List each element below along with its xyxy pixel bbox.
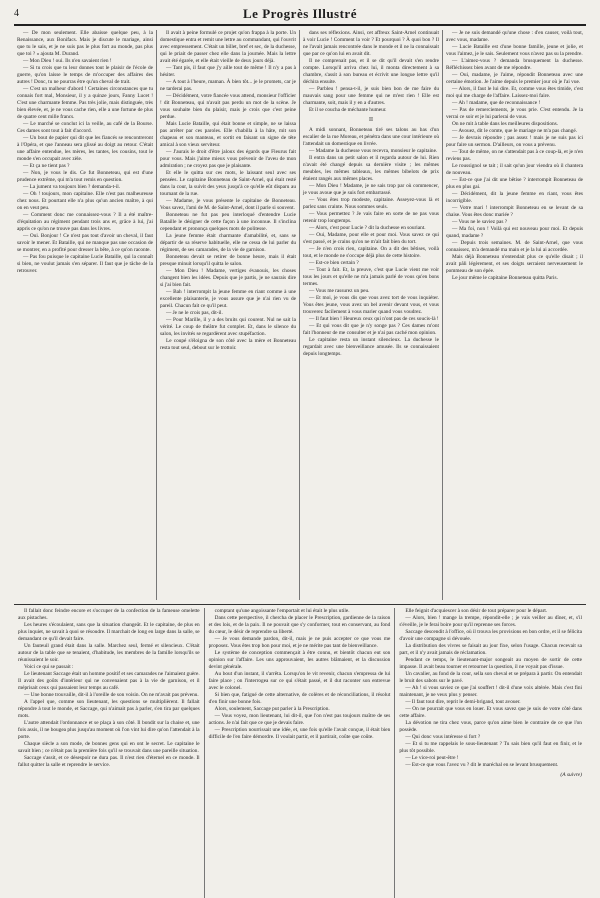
paragraph: — Il faut bien ! Heureux ceux qui n'ont pas de ces soucis-là !: [309, 316, 439, 322]
paragraph: — Je vous demande pardon, dit-il, mais je ne puis accepter ce que vous me proposez. Vous êtes trop bon pour moi, et je ne mérite pas tant de bienveillance.: [208, 636, 391, 649]
paragraph: Alors, soulement, Saccage put parler à la Prescription.: [214, 706, 330, 712]
chapter-heading: II: [369, 117, 373, 123]
paragraph: Mais déjà Bonneteau n'entendait plus ce qu'elle disait ; il avait pâli légèrement, et ses doigts serraient nerveusement le pommeau de son épée.: [446, 254, 583, 274]
paragraph: Dans cette perspective, il chercha de placer le Prescription, gardienne de la raison et des lois, et de la paix. Il ne pouvait que s'y conformer, tout en conservant, au fond du cœur, le désir de reprendre sa liberté.: [208, 615, 391, 635]
paragraph: — Et qui vous dit que je n'y songe pas ? Ces dames m'ont fait l'honneur de me consulter et je n'ai pas caché mon opinion.: [303, 323, 439, 336]
paragraph: — Ah ! si vous saviez ce que j'ai souffert ! dit-il d'une voix altérée. Mais c'est fini maintenant, je ne veux plus y penser.: [399, 685, 582, 698]
lower-columns: [14, 608, 586, 898]
paragraph: — Pas de remerciements, je vous prie. C'est entendu. Je la verrai ce soir et je lui parlerai de vous.: [446, 107, 583, 120]
paragraph: — Je n'en crois rien, capitaine. On a dit des bêtises, voilà tout, et le monde ne s'occupe déjà plus de cette histoire.: [303, 246, 439, 259]
paragraph: Un fauteuil grand était dans la salle. Marchez seul, fermé et silencieux. C'était autour de la table que se tenaient, d'habitude, les membres de la famille lorsqu'ils se réunissaient le soir.: [18, 643, 200, 663]
paragraph: Les heures s'écoulaient, sans que la situation changeât. Et le capitaine, de plus en plus inquiet, ne savait à quoi se résoudre. Il marchait de long en large dans la salle, se demandant ce qu'il devait faire.: [18, 622, 200, 642]
section-divider: [14, 604, 586, 605]
text-column: [205, 608, 396, 898]
paragraph: Voici ce qui se passait :: [24, 664, 74, 670]
paragraph: — Comment donc me connaissez-vous ? Il a été maître-d'équitation au régiment pendant trois ans et, grâce à lui, j'ai appris ce qu'on ne trouve pas dans les livres.: [17, 212, 153, 232]
text-column: [443, 30, 586, 600]
paragraph: — Ma foi, non ! Voilà qui est nouveau pour moi. Et depuis quand, madame ?: [446, 226, 583, 239]
paragraph: Elle feignit d'acquiescer à son désir de tout préparer pour le départ.: [405, 608, 548, 614]
paragraph: Le système de conception commençait à être connu, et bientôt chacun eut son opinion sur l'affaire. Les uns approuvaient, les autres blâmaient, et la discussion devint générale.: [208, 650, 391, 670]
paragraph: Saccage s'assit, et ce désespoir ne dura pas. Il n'est rien d'éternel en ce monde. Il fallut quitter la salle et reprendre le service.: [18, 755, 200, 768]
paragraph: — Décidément, dit la jeune femme en riant, vous êtes incorrigible.: [446, 191, 583, 204]
paragraph: Bonneteau devait se retirer de bonne heure, mais il était presque minuit lorsqu'il quitta le salon.: [160, 254, 296, 267]
paragraph: — J'aurais le droit d'être jaloux des égards que Fleurus fait pour vous. Mais j'aime mieux vous prévenir de l'aveu de mon admiration ; ne croyez pas que je plaisante.: [160, 149, 296, 169]
paragraph: — Et moi, je vous dis que vous avez tort de vous inquiéter. Vous êtes jeune, vous avez un bel avenir devant vous, et vous trouverez facilement à vous marier quand vous voudrez.: [303, 295, 439, 315]
paragraph: — Le vice-roi peut-être !: [405, 755, 459, 761]
paragraph: — Madame la duchesse vous recevra, monsieur le capitaine.: [309, 148, 438, 154]
paragraph: — Est-ce que vous l'avez vu ? dit le maréchal en se levant brusquement.: [405, 762, 559, 768]
paragraph: — Alors, c'est pour Lucie ? dit la duchesse en souriant.: [309, 225, 426, 231]
paragraph: — Vous me rassurez un peu.: [309, 288, 370, 294]
page-number: 4: [14, 8, 19, 19]
paragraph: La distribution des vivres se faisait au jour fixe, selon l'usage. Chacun recevait sa part, et il n'y avait jamais de réclamation.: [399, 643, 582, 656]
paragraph: On ne mit à table dans les meilleures dispositions.: [452, 121, 559, 127]
paragraph: — Vous êtes trop modeste, capitaine. Asseyez-vous là et parlez sans crainte. Nous sommes seuls.: [303, 197, 439, 210]
paragraph: dans ses réflexions. Ainsi, cet affreux Saint-Arnel continuait à voir Lucie ! Comment la voir ? Et pourquoi ? À quoi bon ? Il ne l'avait jamais rencontrée dans le monde et il ne la connaissait que par ce qu'on lui en avait dit.: [303, 30, 439, 57]
paragraph: — Un bout de papier qui dit que les fiancés se rencontreront à l'Opéra, et que l'anneau sera glissé au doigt au retour. C'était une affaire entendue, les mères, les tantes, les cousins, tout le monde s'en occupait avec zèle.: [17, 135, 153, 162]
paragraph: — Mon Dieu ! oui. Ils n'en savaient rien !: [23, 58, 112, 64]
paragraph: — Est-ce que j'ai dit une bêtise ? interrompit Bonneteau de plus en plus gai.: [446, 177, 583, 190]
paragraph: La dévotion ne tira chez vous, parce qu'on aime bien le contraire de ce que l'on possède.: [399, 720, 582, 733]
paragraph: Bonneteau ne fut pas peu interloqué d'entendre Lucie Bataille le désigner de cette façon à une inconnue. Il s'inclina cependant et prononça quelques mots de politesse.: [160, 212, 296, 232]
paragraph: — Tant pis, il faut que j'y aille tout de même ! Il n'y a pas à hésiter.: [160, 65, 296, 78]
paragraph: Le jour même le capitaine Bonneteau quitta Paris.: [452, 275, 558, 281]
paragraph: Pendant ce temps, le lieutenant-major songeait au moyen de sortir de cette impasse. Il avait beau tourner et retourner la question, il ne voyait pas d'issue.: [399, 657, 582, 670]
paragraph: — Mon Dieu ! Madame, je ne sais trop par où commencer, je vous avoue que je suis fort embarrassé.: [303, 183, 439, 196]
paragraph: — Parbleu ! pensa-t-il, je suis bien bon de me faire du mauvais sang pour une femme qui ne m'est rien ! Elle est charmante, soit, mais il y en a d'autres.: [303, 86, 439, 106]
paragraph: Et il se coucha de méchante humeur.: [309, 107, 387, 113]
text-column: [395, 608, 586, 898]
text-column: [300, 30, 443, 600]
text-column: [157, 30, 300, 600]
paragraph: Le coupé s'éloigna de son côté avec la mère et Bonneteau resta tout seul, debout sur le trottoir.: [160, 338, 296, 351]
paragraph: — Je ne le crois pas, dit-il.: [166, 310, 223, 316]
paragraph: — Oh ! toujours, mon capitaine. Elle n'est pas malheureuse chez nous. Et pourtant elle n'a plus qu'un ancien maître, à qui on en veut peu.: [17, 191, 153, 211]
paragraph: — Vous permettez ? Je vais faire en sorte de ne pas vous retenir trop longtemps.: [303, 211, 439, 224]
paragraph: Le capitaine resta un instant silencieux. La duchesse le regardait avec une bienveillance amusée. Ils se connaissaient depuis longtemps.: [303, 337, 439, 357]
paragraph: — La jument va toujours bien ? demanda-t-il.: [23, 184, 121, 190]
paragraph: — Décidément, votre fiancée vous attend, monsieur l'officier ! dit Bonneteau, qui n'avait pas perdu un mot de la scène. Je vous souhaite bien du plaisir, mais je crois que c'est peine perdue.: [160, 93, 296, 120]
paragraph: Chaque siècle a son mode, de bonnes gens qui en ont le secret. Le capitaine le savait bien ; ce n'était pas la première fois qu'il se trouvait dans une pareille situation.: [18, 741, 200, 754]
paragraph: Saccage descendit à l'office, où il trouva les provisions en bon ordre, et il se félicita d'avoir une compagne si dévouée.: [399, 629, 582, 642]
paragraph: — Et si tu me rappelais le sous-lieutenant ? Tu sais bien qu'il faut en finir, et le plus tôt possible.: [399, 741, 582, 754]
paragraph: — Vous ne le saviez pas ?: [452, 219, 508, 225]
paragraph: — Votre mari ! interrompit Bonneteau en se levant de sa chaise. Vous êtes donc mariée ?: [446, 205, 583, 218]
paragraph: — Alors, bien ! mange la trempe, répondit-elle ; je vais veiller au dîner, et, s'il s'éveille, je le ferai boire pour qu'il reprenne ses forces.: [399, 615, 582, 628]
page-header: [14, 6, 586, 26]
paragraph: — Je devrais répondre ; pas assez ! mais je ne suis pas ici pour faire un sermon. D'ailleurs, on vous a prévenu.: [446, 135, 583, 148]
paragraph: Au bout d'un instant, il s'arrêta. Lorsqu'on le vit revenir, chacun s'empressa de lui faire place ; on l'interrogea sur ce qui s'était passé, et il dut raconter son entrevue avec le colonel.: [208, 671, 391, 691]
paragraph: — Ah ! madame, que de reconnaissance !: [452, 100, 541, 106]
paragraph: — On ne pourrait que vous en louer. Et vous savez que je suis de votre côté dans cette affaire.: [399, 706, 582, 719]
paragraph: — Oui, Madame, pour elle et pour moi. Vous savez ce qui s'est passé, et je crains qu'on ne m'ait fait bien du tort.: [303, 232, 439, 245]
paragraph: — Tout de même, on ne s'attendait pas à ce coup-là, et je n'en reviens pas.: [446, 149, 583, 162]
paragraph: — Pour Marille, il y a des bruits qui courent. Nul ne sait la vérité. Le coup de théâtre fut complet. Et, dans le silence du salon, les invités se regardèrent avec stupéfaction.: [160, 317, 296, 337]
paragraph: — Est-ce bien certain ?: [309, 260, 359, 266]
paragraph: — Mon Dieu ! Madame, vertiges évanouis, les choses changent bien les idées. Depuis que je partis, je ne saurais dire si j'ai bien fait.: [160, 268, 296, 288]
to-be-continued: (A suivre): [560, 772, 582, 778]
paragraph: La jeune femme était charmante d'amabilité, et, sans se départir de sa réserve habituelle, elle ne cessa de lui parler du régiment, de ses camarades, de la vie de garnison.: [160, 233, 296, 253]
paragraph: — Oui, madame, je l'aime, répondit Bonneteau avec une certaine émotion. Je l'aime depuis le premier jour où je l'ai vue.: [446, 72, 583, 85]
paragraph: — Pas fou puisque le capitaine Lucie Bataille, qui la connaît si bien, ne voulut jamais s'en séparer. Il faut que je tâche de la retrouver.: [17, 254, 153, 274]
paragraph: — Depuis trois semaines. M. de Saint-Arnel, que vous connaissez, m'a demandé ma main et je la lui ai accordée.: [446, 240, 583, 253]
paragraph: L'autre attendait l'ordonnance et se plaça à son côté. Il bondit sur la chaise et, une fois assis, il ne bougea plus jusqu'au moment où l'on vint lui dire qu'on l'attendait à la porte.: [18, 720, 200, 740]
paragraph: — Oui. Bonjour ! Ce n'est pas tout d'avoir un cheval, il faut savoir le mener. Et Bataille, qui ne manque pas une occasion de se montrer, en a profité pour dresser la bête, à ce qu'on raconte.: [17, 233, 153, 253]
paragraph: comptant qu'une angoissante l'emportait et lui était le plus utile.: [214, 608, 350, 614]
paragraph: — De mon seulement. Elle abaisse quelque peu, à la Renaissance, aux Bonifacs. Mais je discute le mariage, ainsi que tu le sais, et je ne suis pas le plus fort au monde, pas plus que toi ? » ajouta M. Durand.: [17, 30, 153, 57]
paragraph: Le roussignol se tait ; il sait qu'un jour viendra où il chantera de nouveau.: [446, 163, 583, 176]
paragraph: — Il faut tout dire, reprit le demi-brigand, tout avouer.: [405, 699, 521, 705]
paragraph: — Tout à fait. Et, la preuve, c'est que Lucie vient me voir tous les jours et qu'elle ne m'a jamais parlé de vous qu'en bons termes.: [303, 267, 439, 287]
paragraph: — Si tu crois que tu leur donnes tout le plaisir de l'école de guerre, qu'on laisse le temps de m'occuper des affaires des autres ! Donc, tu ne pourras être qu'un cheval de trait.: [17, 65, 153, 85]
paragraph: Un cavalier, au fond de la cour, sella son cheval et se prépara à partir. On entendait le bruit des sabots sur le pavé.: [399, 671, 582, 684]
paragraph: Il ne comprenait pas, et il se dit qu'il devait s'en rendre compte. Lorsqu'il arriva chez lui, il monta directement à sa chambre, s'assit à son bureau et écrivit une longue lettre qu'il déchira ensuite.: [303, 58, 439, 85]
paragraph: — Non, je vous le dis. Ce fut Bonneteau, qui est d'une prudence extrême, qui m'a tout remis en question.: [17, 170, 153, 183]
paragraph: Si bien que, fatigué de cette alternative, de colères et de réconciliations, il résolut d'en finir une bonne fois.: [208, 692, 391, 705]
paragraph: — Qui donc vous intéresse si fort ?: [405, 734, 481, 740]
paragraph: A l'appel que, comme son lieutenant, les questions se multiplièrent. Il fallait répondre à tout le monde, et Saccage, qui n'aimait pas à parler, s'en tira par quelques mots.: [18, 699, 200, 719]
paragraph: — Alors, il faut le lui dire. Et, comme vous êtes timide, c'est moi qui me charge de l'affaire. Laissez-moi faire.: [446, 86, 583, 99]
paragraph: — Vous voyez, mon lieutenant, lui dit-il, que l'on n'est pas toujours maître de ses actions. Je n'ai fait que ce que je devais faire.: [208, 713, 391, 726]
paragraph: — Bah ! interrompit la jeune femme en riant comme à une excellente plaisanterie, je vous assure que je n'ai rien vu de pareil. Chacun fait ce qu'il peut.: [160, 289, 296, 309]
upper-columns: [14, 30, 586, 600]
paragraph: — A tout à l'heure, maman. À bien tôt... je le promets, car je ne tarderai pas.: [160, 79, 296, 92]
text-column: [14, 608, 205, 898]
paragraph: Et elle le quitta sur ces mots, le laissant seul avec ses pensées. Le capitaine Bonneteau de Saint-Arnel, qui était resté dans la cour, la suivit des yeux jusqu'à ce qu'elle eût disparu au tournant de la rue.: [160, 170, 296, 197]
paragraph: A midi sonnant, Bonneteau tiré ses talons au bas d'un escalier de la rue Moreau, et pénétra dans une cour intérieure où l'attendait un domestique en livrée.: [303, 127, 439, 147]
text-column: [14, 30, 157, 600]
paragraph: — Et ça ne tient pas ?: [23, 163, 70, 169]
paragraph: — C'est un malheur d'abord ! Certaines circonstances que tu connais fort mal, Monsieur, il y a quinze jours, Fanny Lucet ! C'est une charmante femme. Pas très jolie, mais distinguée, très bien élevée, et, je ne vous cache rien, elle a une fortune de plus de quatre cent mille francs.: [17, 86, 153, 120]
paragraph: Il fallait donc feindre encore et s'occuper de la confection de la fameuse omelette aux pistaches.: [18, 608, 200, 621]
masthead-title: Le Progrès Illustré: [243, 6, 357, 21]
paragraph: — L'aimez-vous ? demanda brusquement la duchesse. Réfléchissez bien avant de me répondre.: [446, 58, 583, 71]
paragraph: — Je ne suis demandé qu'une chose : d'en causer, voilà tout, avec vous, madame.: [446, 30, 583, 43]
paragraph: — Le marché se conclut ici la veille, au café de la Bourse. Ces dames sont tout à fait d'accord.: [17, 121, 153, 134]
paragraph: Il entra dans un petit salon et il regarda autour de lui. Rien n'avait été changé depuis sa dernière visite ; les mêmes meubles, les mêmes tableaux, les mêmes bibelots de prix étaient rangés aux mêmes places.: [303, 155, 439, 182]
paragraph: — Une bonne trouvaille, dit-il à l'oreille de son voisin. On ne m'avait pas prévenu.: [24, 692, 199, 698]
paragraph: — Prescription nourrissait une idée, et, une fois qu'elle l'avait conçue, il était bien difficile de l'en faire démordre. Il voulait partir, et il partirait, coûte que coûte.: [208, 727, 391, 740]
paragraph: Le lieutenant Saccage était un homme positif et ses camarades ne l'aimaient guère. Il avait des goûts d'intérieur qui ne convenaient pas à la vie de garnison, et il méprisait ceux qui passaient leur temps au café.: [18, 671, 200, 691]
paragraph: — Lucie Bataille est d'une bonne famille, jeune et jolie, et vous l'aimez, je le sais. Seulement vous n'avez pas su la prendre.: [446, 44, 583, 57]
paragraph: Il avait à peine formulé ce projet qu'on frappa à la porte. Un domestique entra et remit une lettre au commandant, qui l'ouvrit avec empressement. C'était un billet, bref et sec, de la duchesse, qui le priait de passer chez elle dans la journée. Mais la lettre avait été égarée, et elle était vieille de deux jours déjà.: [160, 30, 296, 64]
paragraph: — Avouez, dit le comte, que le mariage ne m'a pas changé.: [452, 128, 577, 134]
paragraph: Mais Lucie Bataille, qui était bonne et simple, ne se laissa pas arrêter par ces paroles. Elle s'habilla à la hâte, mit son chapeau et son manteau, et sortit en faisant un signe de tête amical à son vieux serviteur.: [160, 121, 296, 148]
paragraph: — Madame, je vous présente le capitaine de Bonneteau. Vous savez, l'ami de M. de Saint-Arnel, dont il parle si souvent.: [160, 198, 296, 211]
